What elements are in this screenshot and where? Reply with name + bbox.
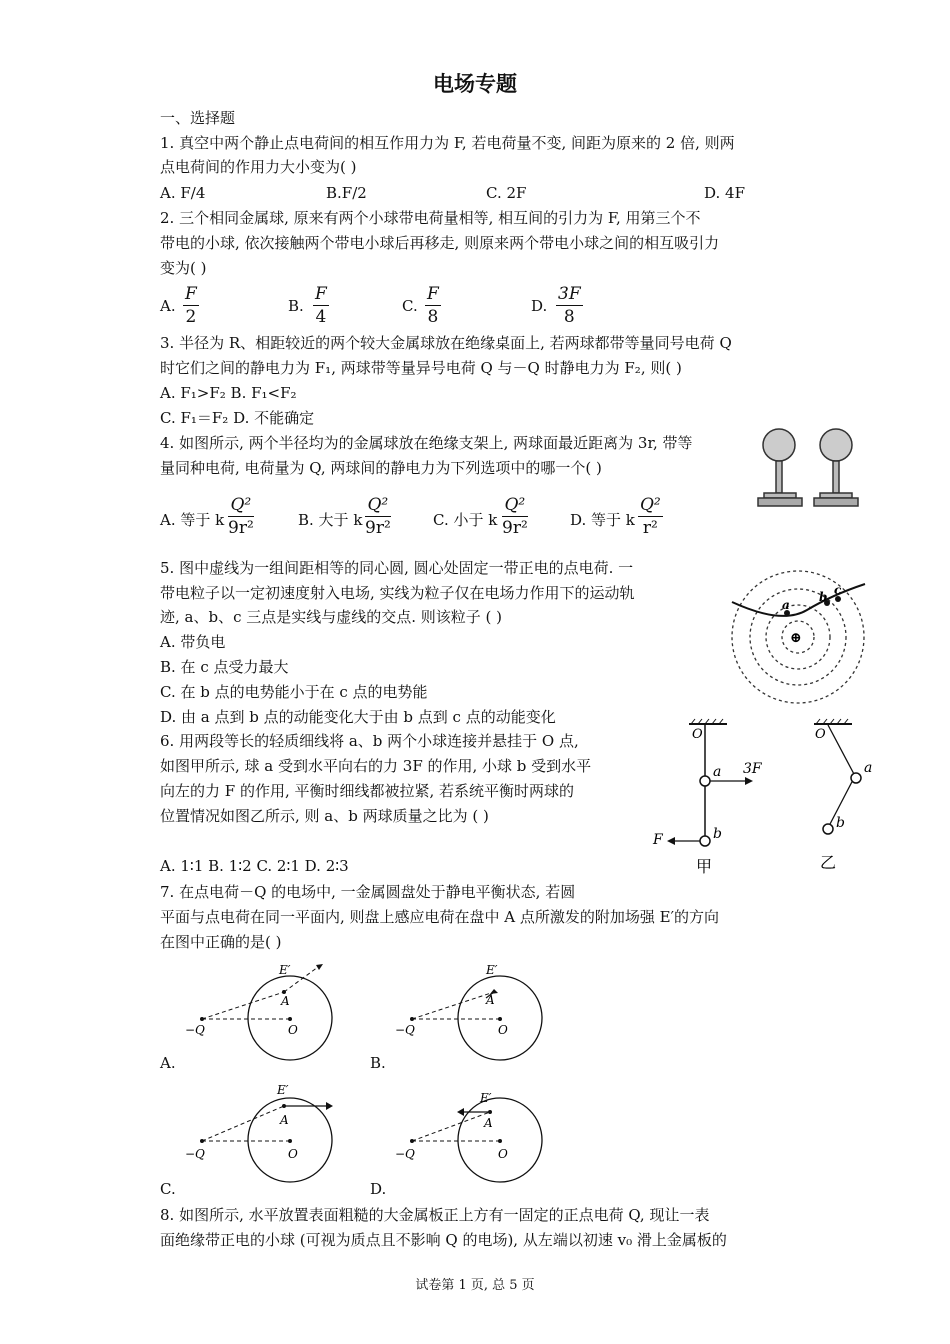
- svg-text:A: A: [486, 993, 495, 1007]
- particle-trajectory: [732, 584, 865, 616]
- q6-stem-line2: 如图甲所示, 球 a 受到水平向右的力 3F 的作用, 小球 b 受到水平: [160, 757, 592, 775]
- q7-stem-line1: 7. 在点电荷－Q 的电场中, 一金属圆盘处于静电平衡状态, 若圆: [160, 883, 576, 901]
- q8-stem-line2: 面绝缘带正电的小球 (可视为质点且不影响 Q 的电场), 从左端以初速 v₀ 滑上金属板的: [160, 1231, 727, 1249]
- q4-option-a: A. 等于 k: [160, 511, 225, 529]
- q2-fraction-a: $\frac{F}{2}$: [185, 284, 197, 327]
- positive-charge-icon: ⊕: [790, 630, 802, 646]
- q4-option-d: D. 等于 k: [570, 511, 635, 529]
- q4-fraction-d: $\frac{\text{Q²}}{\text{r²}}$: [640, 495, 661, 538]
- svg-text:乙: 乙: [820, 853, 837, 872]
- svg-text:A: A: [280, 1113, 289, 1127]
- svg-text:−Q: −Q: [395, 1023, 415, 1037]
- svg-text:a: a: [864, 760, 873, 776]
- svg-text:E′: E′: [279, 963, 291, 977]
- q3-options-cd: C. F₁＝F₂ D. 不能确定: [160, 409, 315, 427]
- svg-text:b: b: [836, 815, 845, 831]
- q5-concentric-field-figure: [727, 570, 872, 710]
- q5-option-d: D. 由 a 点到 b 点的动能变化大于由 b 点到 c 点的动能变化: [160, 708, 556, 726]
- q7-option-d-label: D.: [370, 1180, 387, 1198]
- q1-option-d: D. 4F: [704, 184, 745, 202]
- page-title: 电场专题: [433, 72, 517, 96]
- sphere-right: [820, 429, 852, 461]
- svg-text:O: O: [692, 727, 703, 742]
- q7-option-c-label: C.: [160, 1180, 176, 1198]
- svg-text:O: O: [815, 727, 826, 742]
- q5-option-b: B. 在 c 点受力最大: [160, 658, 289, 676]
- q7-stem-line3: 在图中正确的是( ): [160, 933, 282, 951]
- q5-stem-line2: 带电粒子以一定初速度射入电场, 实线为粒子仅在电场力作用下的运动轨: [160, 584, 635, 602]
- q2-option-a: A.: [160, 297, 176, 315]
- section-heading: 一、选择题: [160, 109, 236, 127]
- svg-text:−Q: −Q: [185, 1023, 205, 1037]
- q5-stem-line3: 迹, a、b、c 三点是实线与虚线的交点. 则该粒子 ( ): [160, 608, 503, 626]
- q7-stem-line2: 平面与点电荷在同一平面内, 则盘上感应电荷在盘中 A 点所激发的附加场强 E′的方向: [160, 908, 720, 926]
- q1-option-b: B.F/2: [326, 184, 367, 202]
- q4-fraction-b: $\frac{\text{Q²}}{\text{9r²}}$: [365, 495, 391, 538]
- svg-text:O: O: [288, 1147, 298, 1161]
- q4-spheres-figure: [750, 425, 860, 510]
- q6-options: A. 1∶1 B. 1∶2 C. 2∶1 D. 2∶3: [160, 857, 349, 875]
- q2-fraction-c: $\frac{F}{8}$: [427, 284, 439, 327]
- q6-stem-line3: 向左的力 F 的作用, 平衡时细线都被拉紧, 若系统平衡时两球的: [160, 782, 575, 800]
- q4-option-c: C. 小于 k: [433, 511, 498, 529]
- q5-stem-line1: 5. 图中虚线为一组间距相等的同心圆, 圆心处固定一带正电的点电荷. 一: [160, 559, 634, 577]
- q5-option-a: A. 带负电: [160, 633, 226, 651]
- q2-option-d: D.: [531, 297, 548, 315]
- q4-fraction-a: $\frac{\text{Q²}}{\text{9r²}}$: [228, 495, 254, 538]
- page-footer: 试卷第 1 页, 总 5 页: [415, 1278, 535, 1293]
- q1-stem-line1: 1. 真空中两个静止点电荷间的相互作用力为 F, 若电荷量不变, 间距为原来的 2 倍, 则两: [160, 134, 735, 152]
- q6-stem-line4: 位置情况如图乙所示, 则 a、b 两球质量之比为 ( ): [160, 807, 489, 825]
- q7-option-a-diagram: [180, 958, 340, 1068]
- q3-stem-line1: 3. 半径为 R、相距较近的两个较大金属球放在绝缘桌面上, 若两球都带等量同号电荷 Q: [160, 334, 732, 352]
- sphere-left: [763, 429, 795, 461]
- svg-text:E′: E′: [277, 1083, 289, 1097]
- svg-text:3F: 3F: [743, 761, 762, 777]
- point-b-label: b: [819, 590, 828, 604]
- q2-fraction-b: $\frac{F}{4}$: [315, 284, 327, 327]
- q2-option-b: B.: [288, 297, 304, 315]
- svg-text:−Q: −Q: [185, 1147, 205, 1161]
- svg-text:O: O: [498, 1023, 508, 1037]
- q1-option-a: A. F/4: [160, 184, 206, 202]
- q7-option-c-diagram: [180, 1080, 340, 1190]
- q6-stem-line1: 6. 用两段等长的轻质细线将 a、b 两个小球连接并悬挂于 O 点,: [160, 732, 579, 750]
- q4-stem-line2: 量同种电荷, 电荷量为 Q, 两球间的静电力为下列选项中的哪一个( ): [160, 459, 602, 477]
- point-a-label: a: [782, 598, 790, 612]
- q2-option-c: C.: [402, 297, 418, 315]
- q5-option-c: C. 在 b 点的电势能小于在 c 点的电势能: [160, 683, 428, 701]
- q7-option-d-diagram: [390, 1080, 550, 1190]
- q2-fraction-d: $\frac{3F}{8}$: [558, 284, 581, 327]
- q2-stem-line3: 变为( ): [160, 259, 207, 277]
- q7-option-b-diagram: [390, 958, 550, 1068]
- point-c-label: c: [834, 583, 842, 597]
- svg-text:E′: E′: [480, 1091, 492, 1105]
- q4-option-b: B. 大于 k: [298, 511, 363, 529]
- q3-stem-line2: 时它们之间的静电力为 F₁, 两球带等量异号电荷 Q 与－Q 时静电力为 F₂, 则( ): [160, 359, 682, 377]
- svg-text:a: a: [713, 764, 722, 780]
- q8-stem-line1: 8. 如图所示, 水平放置表面粗糙的大金属板正上方有一固定的正点电荷 Q, 现让一表: [160, 1206, 710, 1224]
- q4-fraction-c: $\frac{\text{Q²}}{\text{9r²}}$: [502, 495, 528, 538]
- svg-text:A: A: [484, 1116, 493, 1130]
- q1-stem-line2: 点电荷间的作用力大小变为( ): [160, 158, 357, 176]
- q2-stem-line2: 带电的小球, 依次接触两个带电小球后再移走, 则原来两个带电小球之间的相互吸引力: [160, 234, 720, 252]
- svg-text:甲: 甲: [696, 857, 713, 876]
- svg-text:F: F: [653, 832, 663, 848]
- q6-figure-jia: [645, 718, 775, 878]
- q7-option-b-label: B.: [370, 1054, 386, 1072]
- svg-text:E′: E′: [486, 963, 498, 977]
- svg-text:O: O: [498, 1147, 508, 1161]
- q2-stem-line1: 2. 三个相同金属球, 原来有两个小球带电荷量相等, 相互间的引力为 F, 用第三个不: [160, 209, 701, 227]
- svg-text:O: O: [288, 1023, 298, 1037]
- q7-option-a-label: A.: [160, 1054, 176, 1072]
- q4-stem-line1: 4. 如图所示, 两个半径均为的金属球放在绝缘支架上, 两球面最近距离为 3r, 带等: [160, 434, 693, 452]
- svg-text:A: A: [281, 994, 290, 1008]
- q6-figure-yi: [800, 718, 890, 878]
- q3-options-ab: A. F₁>F₂ B. F₁<F₂: [160, 384, 297, 402]
- q1-option-c: C. 2F: [486, 184, 527, 202]
- svg-text:−Q: −Q: [395, 1147, 415, 1161]
- svg-text:b: b: [713, 826, 722, 842]
